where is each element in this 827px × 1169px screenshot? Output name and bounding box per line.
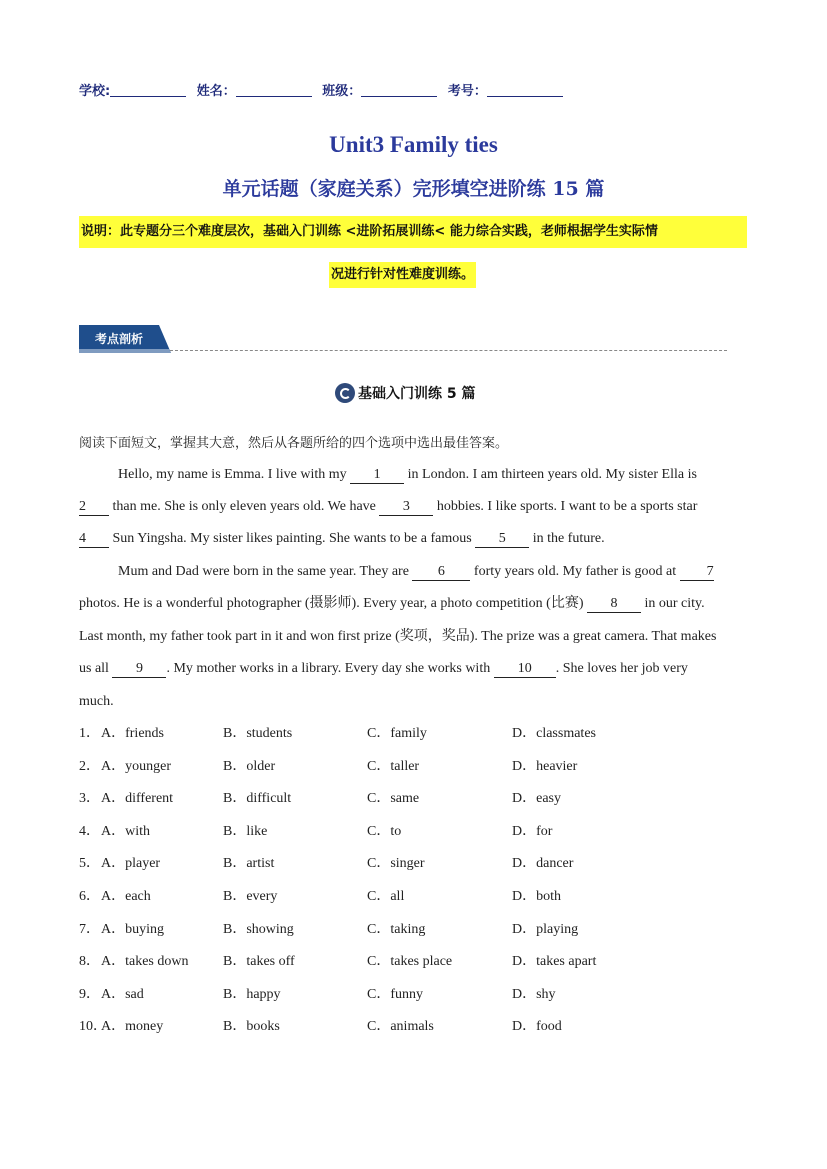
passage-line bbox=[79, 659, 749, 679]
option-d[interactable]: D．easy bbox=[512, 791, 561, 806]
option-a[interactable]: A．player bbox=[101, 856, 161, 871]
passage-line bbox=[79, 692, 749, 712]
question-row bbox=[79, 822, 679, 842]
note-highlight-1 bbox=[79, 216, 747, 248]
passage-text: hobbies. I like sports. I want to be a sports star bbox=[436, 499, 698, 514]
page-title: Unit3 Family ties bbox=[329, 132, 498, 157]
passage-text: us all bbox=[79, 661, 109, 676]
blank-9: 9 bbox=[112, 660, 166, 678]
option-a[interactable]: A．buying bbox=[101, 922, 164, 937]
note-highlight-2 bbox=[329, 262, 476, 288]
school-label: 学校: bbox=[79, 84, 111, 99]
question-number: 9． bbox=[79, 987, 100, 1002]
option-d[interactable]: D．both bbox=[512, 889, 561, 904]
blank-1: 1 bbox=[350, 466, 404, 484]
class-blank bbox=[361, 84, 437, 97]
option-d[interactable]: D．heavier bbox=[512, 759, 578, 774]
blank-8: 8 bbox=[587, 595, 641, 613]
section-heading bbox=[335, 383, 476, 407]
option-c[interactable]: C．funny bbox=[367, 987, 423, 1002]
passage-line bbox=[79, 562, 749, 582]
option-c[interactable]: C．taking bbox=[367, 922, 426, 937]
class-label: 班级： bbox=[322, 84, 362, 99]
passage-line bbox=[79, 529, 749, 549]
option-b[interactable]: B．every bbox=[223, 889, 278, 904]
question-number: 2． bbox=[79, 759, 100, 774]
option-a[interactable]: A．different bbox=[101, 791, 174, 806]
option-d[interactable]: D．for bbox=[512, 824, 553, 839]
passage-text: much. bbox=[79, 694, 114, 709]
blank-6: 6 bbox=[412, 563, 470, 581]
option-d[interactable]: D．playing bbox=[512, 922, 579, 937]
passage-text: . She loves her job very bbox=[555, 661, 688, 676]
option-b[interactable]: B．happy bbox=[223, 987, 281, 1002]
note-line-1: 说明：此专题分三个难度层次，基础入门训练 <进阶拓展训练< 能力综合实践，老师根据学生实际情 bbox=[81, 224, 658, 239]
option-c[interactable]: C．all bbox=[367, 889, 405, 904]
question-row bbox=[79, 952, 679, 972]
instruction: 阅读下面短文，掌握其大意，然后从各题所给的四个选项中选出最佳答案。 bbox=[79, 436, 509, 451]
option-a[interactable]: A．money bbox=[101, 1019, 164, 1034]
exam-no-blank bbox=[487, 84, 563, 97]
school-blank bbox=[110, 84, 186, 97]
exam-no-label: 考号： bbox=[447, 84, 487, 99]
question-row bbox=[79, 920, 679, 940]
option-b[interactable]: B．showing bbox=[223, 922, 294, 937]
passage-line bbox=[79, 497, 749, 517]
passage-text: in the future. bbox=[532, 531, 605, 546]
question-number: 6． bbox=[79, 889, 100, 904]
passage-line bbox=[79, 627, 749, 647]
option-d[interactable]: D．classmates bbox=[512, 726, 596, 741]
section-title: 基础入门训练 5 篇 bbox=[358, 386, 476, 402]
option-a[interactable]: A．each bbox=[101, 889, 151, 904]
blank-5: 5 bbox=[475, 530, 529, 548]
question-number: 1． bbox=[79, 726, 100, 741]
name-label: 姓名： bbox=[196, 84, 236, 99]
option-c[interactable]: C．same bbox=[367, 791, 420, 806]
passage-text: in our city. bbox=[644, 596, 705, 611]
question-number: 3． bbox=[79, 791, 100, 806]
passage-text: forty years old. My father is good at bbox=[473, 564, 677, 579]
tag-label: 考点剖析 bbox=[95, 332, 144, 346]
question-row bbox=[79, 985, 679, 1005]
question-number: 4． bbox=[79, 824, 100, 839]
option-c[interactable]: C．to bbox=[367, 824, 402, 839]
option-b[interactable]: B．difficult bbox=[223, 791, 292, 806]
student-info-header bbox=[79, 80, 569, 99]
question-row bbox=[79, 789, 679, 809]
option-d[interactable]: D．shy bbox=[512, 987, 556, 1002]
option-b[interactable]: B．artist bbox=[223, 856, 275, 871]
passage-text: Last month, my father took part in it and won first prize (奖项，奖品). The prize was a great camera. That makes bbox=[79, 629, 717, 644]
option-b[interactable]: B．older bbox=[223, 759, 276, 774]
question-row bbox=[79, 854, 679, 874]
option-c[interactable]: C．singer bbox=[367, 856, 425, 871]
passage-text: in London. I am thirteen years old. My sister Ella is bbox=[407, 467, 697, 482]
option-b[interactable]: B．books bbox=[223, 1019, 280, 1034]
blank-4: 4 bbox=[79, 530, 109, 548]
option-b[interactable]: B．takes off bbox=[223, 954, 295, 969]
option-c[interactable]: C．animals bbox=[367, 1019, 434, 1034]
passage-text: Sun Yingsha. My sister likes painting. She wants to be a famous bbox=[112, 531, 472, 546]
option-d[interactable]: D．food bbox=[512, 1019, 562, 1034]
option-a[interactable]: A．with bbox=[101, 824, 150, 839]
option-c[interactable]: C．takes place bbox=[367, 954, 453, 969]
blank-2: 2 bbox=[79, 498, 109, 516]
question-number: 5． bbox=[79, 856, 100, 871]
page-subtitle: 单元话题（家庭关系）完形填空进阶练 15 篇 bbox=[222, 178, 605, 200]
question-number: 7． bbox=[79, 922, 100, 937]
option-a[interactable]: A．friends bbox=[101, 726, 164, 741]
option-d[interactable]: D．takes apart bbox=[512, 954, 597, 969]
option-d[interactable]: D．dancer bbox=[512, 856, 574, 871]
question-row bbox=[79, 724, 679, 744]
option-a[interactable]: A．younger bbox=[101, 759, 171, 774]
option-a[interactable]: A．sad bbox=[101, 987, 144, 1002]
passage-text: photos. He is a wonderful photographer (摄影师). Every year, a photo competition (比赛) bbox=[79, 596, 584, 611]
name-blank bbox=[236, 84, 312, 97]
option-b[interactable]: B．students bbox=[223, 726, 293, 741]
question-row bbox=[79, 1017, 679, 1037]
passage-text: . My mother works in a library. Every day she works with bbox=[166, 661, 491, 676]
passage-line bbox=[79, 465, 749, 485]
option-c[interactable]: C．taller bbox=[367, 759, 420, 774]
blank-7: 7 bbox=[680, 563, 714, 581]
section-tag bbox=[79, 325, 169, 353]
option-a[interactable]: A．takes down bbox=[101, 954, 189, 969]
passage-text: than me. She is only eleven years old. We have bbox=[112, 499, 376, 514]
option-b[interactable]: B．like bbox=[223, 824, 268, 839]
blank-3: 3 bbox=[379, 498, 433, 516]
passage-line bbox=[79, 594, 749, 614]
note-line-2: 况进行针对性难度训练。 bbox=[331, 267, 475, 282]
passage-text: Mum and Dad were born in the same year. They are bbox=[118, 564, 409, 579]
question-row bbox=[79, 887, 679, 907]
blank-10: 10 bbox=[494, 660, 556, 678]
question-number: 8． bbox=[79, 954, 100, 969]
circle-arrow-icon bbox=[335, 383, 355, 403]
option-c[interactable]: C．family bbox=[367, 726, 427, 741]
dashed-divider bbox=[170, 350, 727, 351]
question-row bbox=[79, 757, 679, 777]
question-number: 10． bbox=[79, 1019, 107, 1034]
passage-text: Hello, my name is Emma. I live with my bbox=[118, 467, 347, 482]
